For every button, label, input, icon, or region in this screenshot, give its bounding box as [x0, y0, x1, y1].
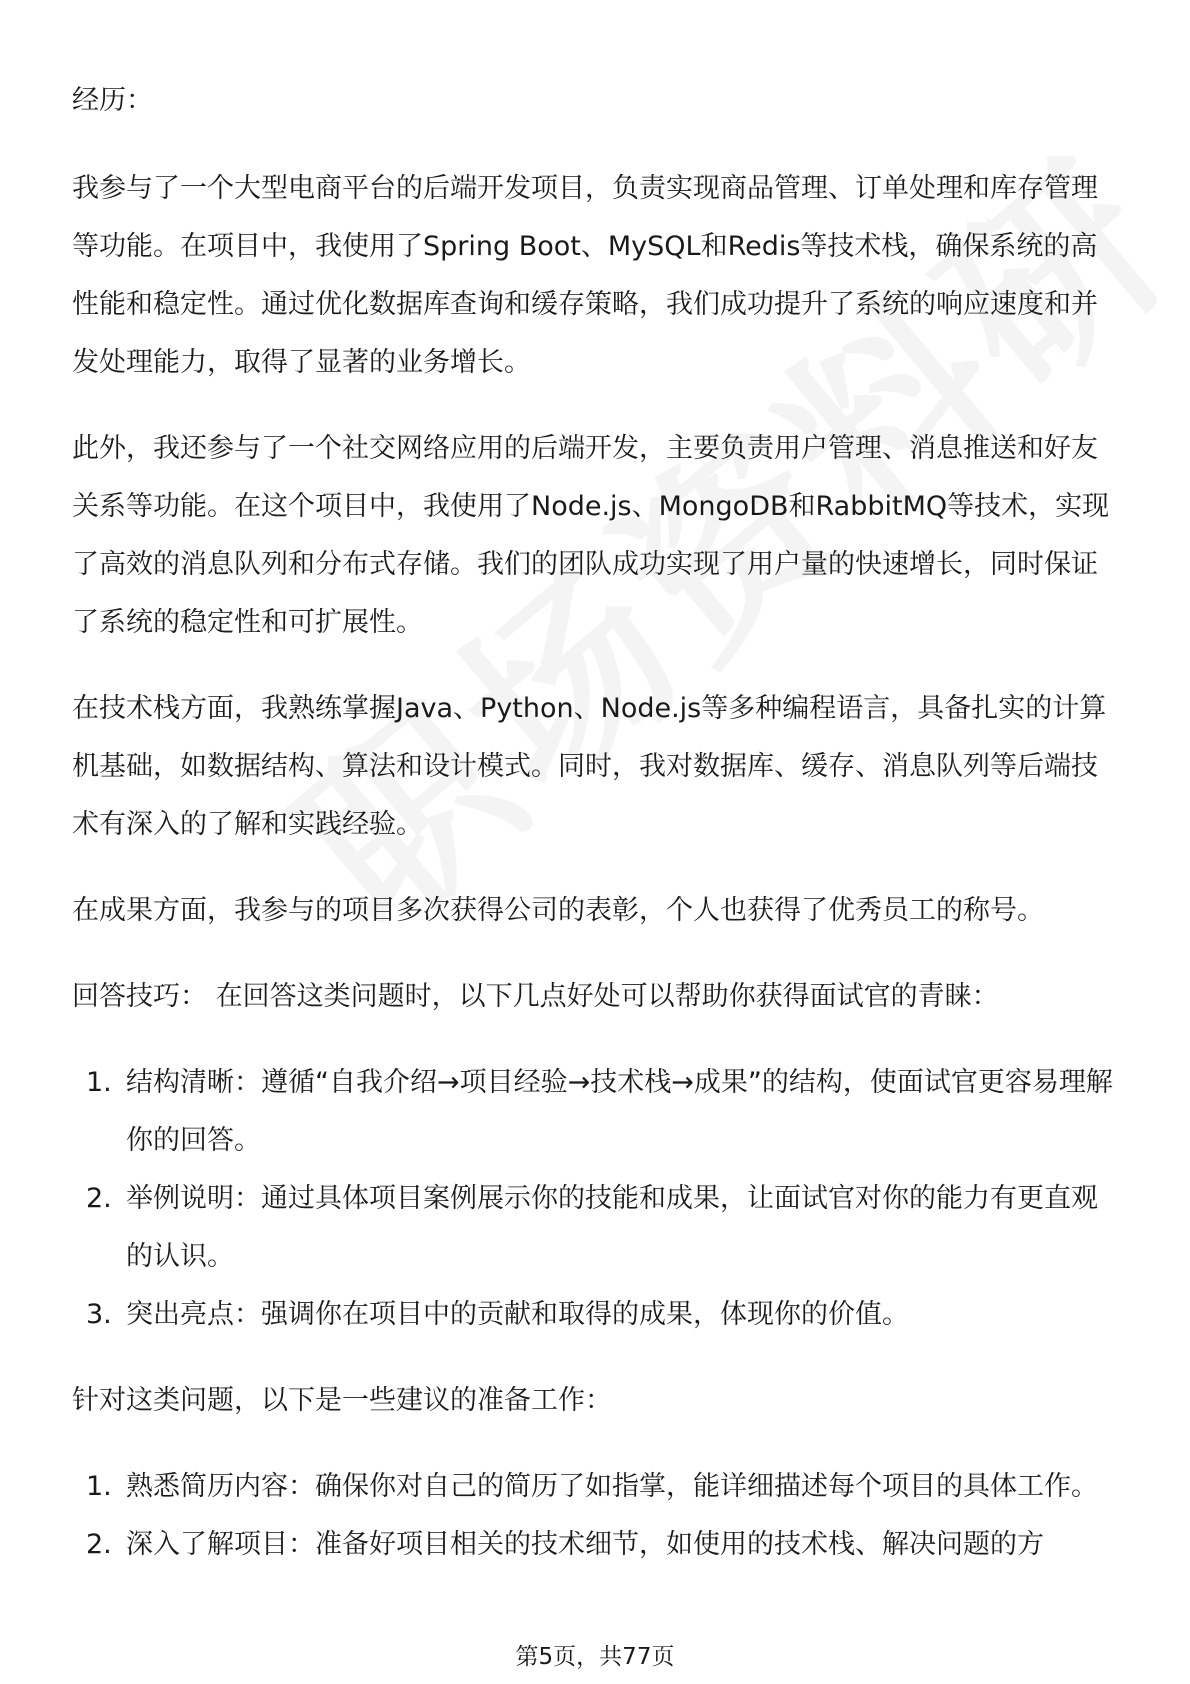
list-text: 熟悉简历内容：确保你对自己的简历了如指掌，能详细描述每个项目的具体工作。: [126, 1471, 1098, 1502]
list-number: 2.: [86, 1529, 112, 1560]
list-number: 2.: [86, 1183, 112, 1214]
tips-list: [72, 1054, 1122, 1344]
tips-intro: 回答技巧： 在回答这类问题时，以下几点好处可以帮助你获得面试官的青睐：: [72, 981, 999, 1012]
list-item: [72, 1054, 1122, 1170]
prep-intro: 针对这类问题，以下是一些建议的准备工作：: [72, 1385, 612, 1416]
list-text: 举例说明：通过具体项目案例展示你的技能和成果，让面试官对你的能力有更直观的认识。: [126, 1183, 1098, 1272]
page-footer: 第5页，共77页: [515, 1644, 675, 1670]
list-item: [72, 1516, 1122, 1574]
prep-list: [72, 1458, 1122, 1574]
list-number: 1.: [86, 1471, 112, 1502]
paragraph-achievements: 在成果方面，我参与的项目多次获得公司的表彰，个人也获得了优秀员工的称号。: [72, 895, 1044, 926]
list-item: [72, 1170, 1122, 1286]
list-text: 结构清晰：遵循“自我介绍→项目经验→技术栈→成果”的结构，使面试官更容易理解你的回答。: [126, 1067, 1113, 1156]
list-item: [72, 1286, 1122, 1344]
list-item: [72, 1458, 1122, 1516]
document-body: [72, 72, 1122, 1602]
list-number: 1.: [86, 1067, 112, 1098]
list-number: 3.: [86, 1299, 112, 1330]
list-text: 突出亮点：强调你在项目中的贡献和取得的成果，体现你的价值。: [126, 1299, 909, 1330]
paragraph-ecommerce: 我参与了一个大型电商平台的后端开发项目，负责实现商品管理、订单处理和库存管理等功能。在项目中，我使用了Spring Boot、MySQL和Redis等技术栈，确保系统的高性能和稳定性。通过优化数据库查询和缓存策略，我们成功提升了系统的响应速度和并发处理能力，取得了显著的业务增长。: [72, 173, 1098, 378]
section-heading: 经历：: [72, 85, 153, 116]
paragraph-tech-stack: 在技术栈方面，我熟练掌握Java、Python、Node.js等多种编程语言，具备扎实的计算机基础，如数据结构、算法和设计模式。同时，我对数据库、缓存、消息队列等后端技术有深入的了解和实践经验。: [72, 693, 1107, 840]
list-text: 深入了解项目：准备好项目相关的技术细节，如使用的技术栈、解决问题的方: [126, 1529, 1044, 1560]
paragraph-social-network: 此外，我还参与了一个社交网络应用的后端开发，主要负责用户管理、消息推送和好友关系等功能。在这个项目中，我使用了Node.js、MongoDB和RabbitMQ等技术，实现了高效的消息队列和分布式存储。我们的团队成功实现了用户量的快速增长，同时保证了系统的稳定性和可扩展性。: [72, 433, 1110, 638]
